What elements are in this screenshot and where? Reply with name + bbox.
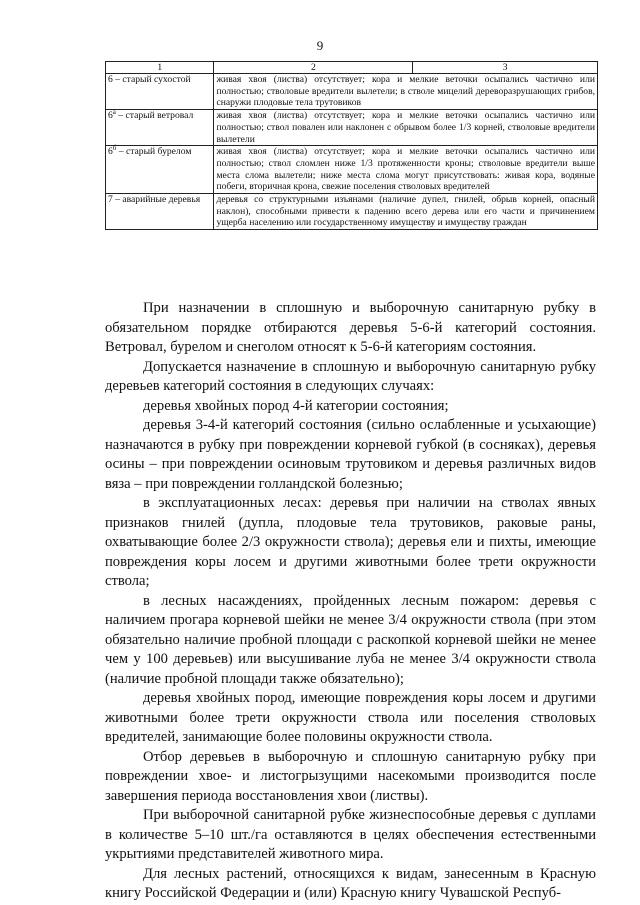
paragraph: Отбор деревьев в выборочную и сплошную санитарную рубку при повреждении хвое- и листогрызущими насекомыми производится после завершения периода восстановления хвои (листвы). [105, 748, 596, 804]
paragraph: При выборочной санитарной рубке жизнеспособные деревья с дуплами в количестве 5–10 шт./га оставляются в целях обеспечения естественными укрытиями представителей животного мира. [105, 807, 596, 862]
category-superscript: а [112, 107, 116, 116]
table-header-cell: 2 [214, 62, 413, 74]
description-cell [214, 74, 598, 110]
description-cell [214, 194, 598, 230]
category-description: живая хвоя (листва) отсутствует; кора и мелкие веточки осыпались частично или полностью; ствол сломлен ниже 1/3 протяженности кроны; стволовые вредители выше места слома вылетели; ниже места слома могут присутствовать: живая кора, водяные побеги, вторичная крона, свежие поселения стволовых вредителей [216, 146, 595, 193]
paragraph: деревья хвойных пород, имеющие повреждения коры лосем и другими животными более трети окружности ствола или поселения стволовых вредителей, занимающие более половины окружности ствола. [105, 690, 596, 745]
category-label: 6 – старый сухостой [108, 74, 191, 85]
paragraph: деревья 3-4-й категорий состояния (сильно ослабленные и усыхающие) назначаются в рубку при повреждении корневой губкой (в сосняках), деревья осины – при повреждении осиновым трутовиком и деревья различных видов вяза – при повреждении голландской болезнью; [105, 417, 596, 492]
description-cell [214, 110, 598, 146]
table-header-cell: 1 [106, 62, 214, 74]
paragraph: Для лесных растений, относящихся к видам, занесенным в Красную книгу Российской Федерации и (или) Красную книгу Чувашской Респуб- [105, 865, 596, 901]
description-cell [214, 146, 598, 194]
table-row [106, 74, 598, 110]
page-number: 9 [316, 38, 324, 53]
category-label: – старый ветровал [115, 110, 194, 122]
table-row [106, 110, 598, 146]
table-row [106, 146, 598, 194]
table-header-row [106, 62, 598, 74]
category-cell [106, 194, 214, 230]
paragraph: в эксплуатационных лесах: деревья при наличии на стволах явных признаков гнилей (дупла, плодовые тела трутовиков, раковые раны, охватывающие более 2/3 окружности ствола); деревья ели и пихты, имеющие повреждения коры лосем и другими животными более трети окружности ствола; [105, 495, 596, 589]
paragraph: в лесных насаждениях, пройденных лесным пожаром: деревья с наличием прогара корневой шейки не менее 3/4 окружности ствола (при этом обязательно наличие пробной площади с раскопкой корневой шейки не менее чем у 100 деревьев) или высушивание луба не менее 3/4 окружности ствола (наличие пробной площади также обязательно); [105, 592, 596, 687]
paragraph: При назначении в сплошную и выборочную санитарную рубку в обязательном порядке отбираются деревья 5-6-й категорий состояния. Ветровал, бурелом и снеголом относят к 5-6-й категориям состояния. [105, 300, 596, 355]
category-description: живая хвоя (листва) отсутствует; кора и мелкие веточки осыпались частично или полностью; стволовые вредители вылетели; в стволе мицелий дереворазрушающих грибов, снаружи плодовые тела трутовиков [216, 74, 595, 109]
table-row [106, 194, 598, 230]
category-cell [106, 146, 214, 194]
condition-categories-table [105, 61, 598, 230]
category-number: 6 [108, 146, 113, 158]
category-number: 6 [108, 110, 113, 122]
category-label: 7 – аварийные деревья [108, 194, 201, 206]
category-description: живая хвоя (листва) отсутствует; кора и мелкие веточки осыпались частично или полностью; ствол повален или наклонен с обрывом более 1/3 корней, стволовые вредители вылетели [216, 110, 595, 145]
category-description: деревья со структурными изъянами (наличие дупел, гнилей, обрыв корней, опасный наклон), способными привести к падению всего дерева или его части и причинением ущерба населению или государственному имуществу и имуществу граждан [216, 194, 595, 229]
category-superscript: б [112, 144, 117, 153]
category-label: – старый бурелом [116, 146, 192, 158]
table-header-cell: 3 [413, 62, 598, 74]
category-cell [106, 74, 214, 110]
paragraph: деревья хвойных пород 4-й категории состояния; [143, 397, 449, 414]
paragraph: Допускается назначение в сплошную и выборочную санитарную рубку деревьев категорий состояния в следующих случаях: [105, 358, 596, 394]
body-text [105, 299, 596, 904]
category-cell [106, 107, 214, 146]
